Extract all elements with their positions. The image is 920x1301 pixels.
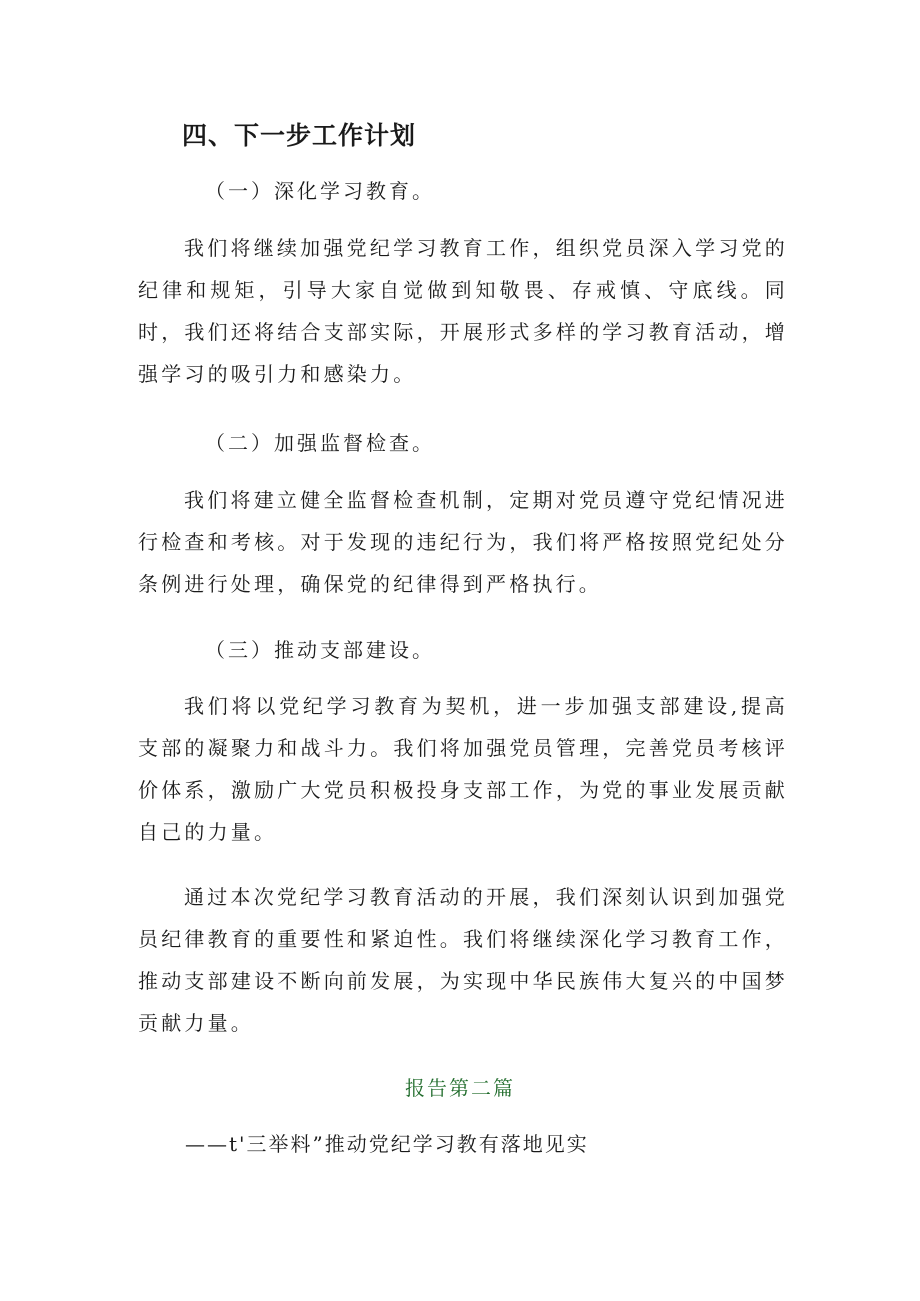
subheading-1: （一）深化学习教育。 [205, 179, 435, 203]
next-section-tagline: ——t'三举料”推动党纪学习教有落地见实 [185, 1132, 589, 1156]
next-section-title: 报告第二篇 [405, 1076, 515, 1100]
subheading-3: （三）推动支部建设。 [205, 638, 435, 662]
paragraph-2: 我们将建立健全监督检查机制，定期对党员遵守党纪情况进行检查和考核。对于发现的违纪行为，我们将严格按照党纪处分条例进行处理，确保党的纪律得到严格执行。 [138, 488, 788, 596]
paragraph-1: 我们将继续加强党纪学习教育工作，组织党员深入学习党的纪律和规矩，引导大家自觉做到知敬畏、存戒慎、守底线。同时，我们还将结合支部实际，开展形式多样的学习教育活动，增强学习的吸引力和感染力。 [138, 236, 788, 386]
paragraph-conclusion: 通过本次党纪学习教育活动的开展，我们深刻认识到加强党员纪律教育的重要性和紧迫性。我们将继续深化学习教育工作，推动支部建设不断向前发展，为实现中华民族伟大复兴的中国梦贡献力量。 [138, 885, 788, 1035]
paragraph-3: 我们将以党纪学习教育为契机，进一步加强支部建设,提高支部的凝聚力和战斗力。我们将加强党员管理，完善党员考核评价体系，激励广大党员积极投身支部工作，为党的事业发展贡献自己的力量。 [138, 694, 788, 844]
subheading-2: （二）加强监督检查。 [205, 431, 435, 455]
section-heading: 四、下一步工作计划 [182, 121, 417, 150]
